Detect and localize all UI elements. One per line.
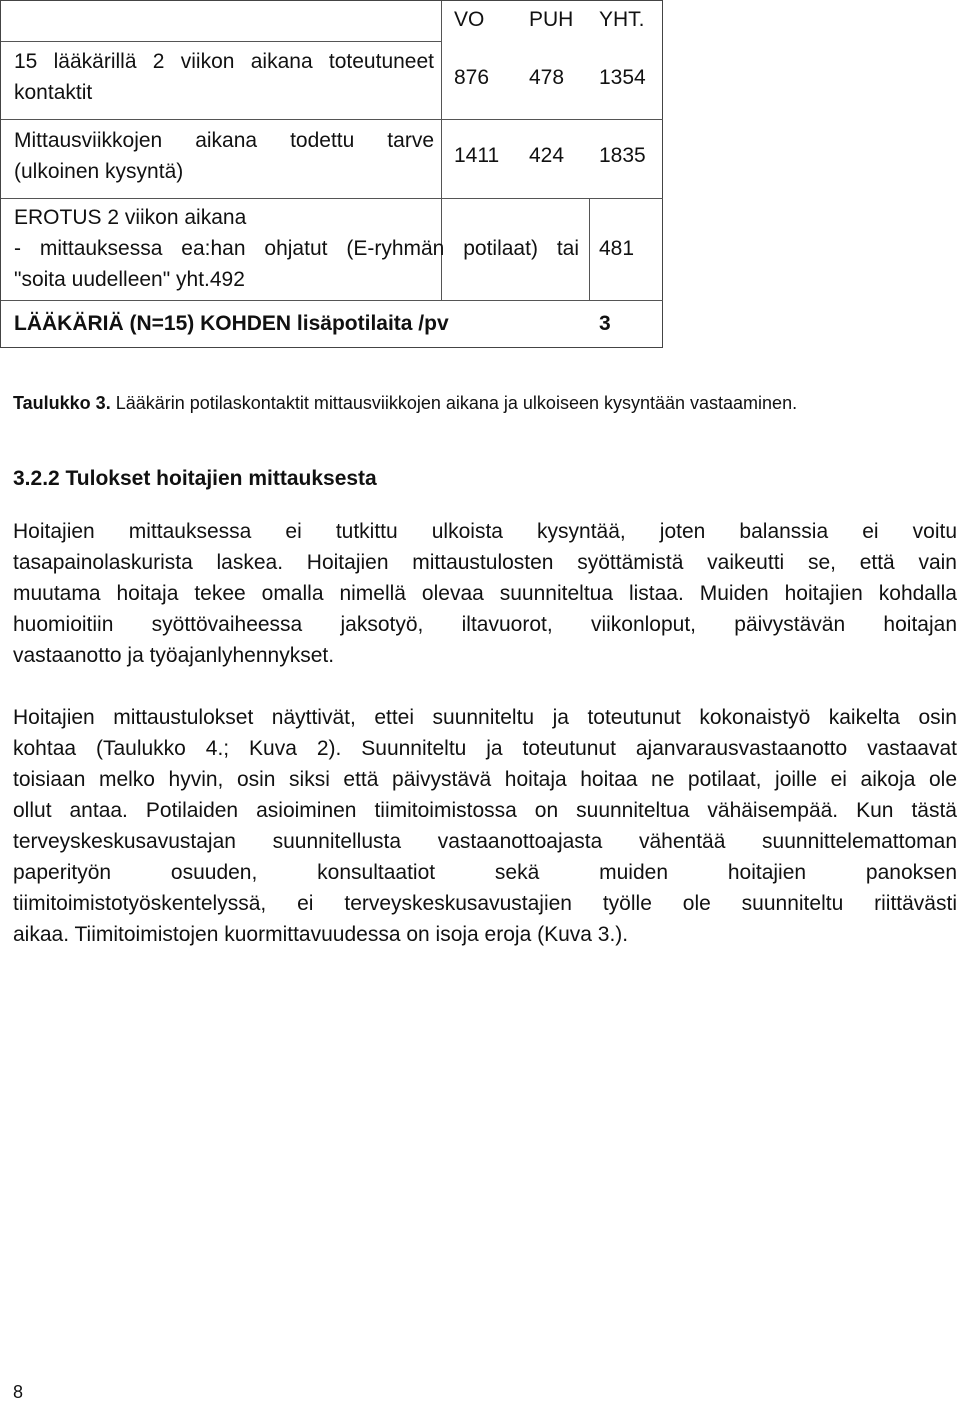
paragraph-line: tiimitoimistotyöskentelyssä, ei terveyskeskusavustajien työlle ole suunniteltu riittävästi [13,892,957,915]
row3-label-line1: EROTUS 2 viikon aikana [14,206,247,229]
row4-value: 3 [599,312,611,335]
table-divider [1,300,663,301]
header-puh: PUH [529,8,574,31]
patient-contacts-table [0,0,663,348]
row2-puh: 424 [529,144,565,167]
paragraph-line: kohtaa (Taulukko 4.; Kuva 2). Suunniteltu ja toteutunut ajanvarausvastaanotto vastaavat [13,737,957,760]
paragraph-line: aikaa. Tiimitoimistojen kuormittavuudessa on isoja eroja (Kuva 3.). [13,923,629,946]
paragraph-line: Hoitajien mittaustulokset näyttivät, ettei suunniteltu ja toteutunut kokonaistyö kaikelta osin [13,706,957,729]
header-vo: VO [454,8,485,31]
row2-vo: 1411 [454,144,500,167]
table-divider [1,119,663,120]
row1-puh: 478 [529,66,565,89]
table-divider [589,198,590,300]
caption-text: Lääkärin potilaskontaktit mittausviikkojen aikana ja ulkoiseen kysyntään vastaaminen. [110,393,798,413]
row2-label-line2: (ulkoinen kysyntä) [14,160,184,183]
row1-label-line2: kontaktit [14,81,93,104]
paragraph-line: huomioitiin syöttövaiheessa jaksotyö, iltavuorot, viikonloput, päivystävän hoitajan [13,613,957,636]
paragraph-line: toisiaan melko hyvin, osin siksi että päivystävä hoitaja hoitaa ne potilaat, joille ei aikoja ole [13,768,957,791]
row3-label-line3: "soita uudelleen" yht.492 [14,268,245,291]
row3-label-line2: - mittauksessa ea:han ohjatut (E-ryhmän potilaat) tai [14,237,579,260]
section-heading: 3.2.2 Tulokset hoitajien mittauksesta [13,467,377,490]
row1-vo: 876 [454,66,490,89]
table-divider [1,41,441,42]
row4-label: LÄÄKÄRIÄ (N=15) KOHDEN lisäpotilaita /pv [14,312,449,335]
row2-label-line1: Mittausviikkojen aikana todettu tarve [14,129,434,152]
paragraph-line: ollut antaa. Potilaiden asioiminen tiimitoimistossa on suunniteltua vähäisempää. Kun tästä [13,799,957,822]
row3-value: 481 [599,237,635,260]
row1-label-line1: 15 lääkärillä 2 viikon aikana toteutuneet [14,50,434,73]
row2-yht: 1835 [599,144,646,167]
paragraph-line: Hoitajien mittauksessa ei tutkittu ulkoista kysyntää, joten balanssia ei voitu [13,520,957,543]
page-number: 8 [13,1382,24,1402]
paragraph-1 [13,516,957,671]
row1-yht: 1354 [599,66,646,89]
paragraph-line: vastaanotto ja työajanlyhennykset. [13,644,335,667]
table-caption [13,389,797,417]
header-yht: YHT. [599,8,645,31]
caption-label: Taulukko 3. [13,393,111,413]
paragraph-line: paperityön osuuden, konsultaatiot sekä muiden hoitajien panoksen [13,861,957,884]
table-divider [1,198,663,199]
paragraph-line: tasapainolaskurista laskea. Hoitajien mittaustulosten syöttämistä vaikeutti se, että vain [13,551,957,574]
paragraph-2 [13,702,957,950]
paragraph-line: muutama hoitaja tekee omalla nimellä olevaa suunniteltua listaa. Muiden hoitajien kohdalla [13,582,957,605]
paragraph-line: terveyskeskusavustajan suunnitellusta vastaanottoajasta vähentää suunnittelemattoman [13,830,957,853]
